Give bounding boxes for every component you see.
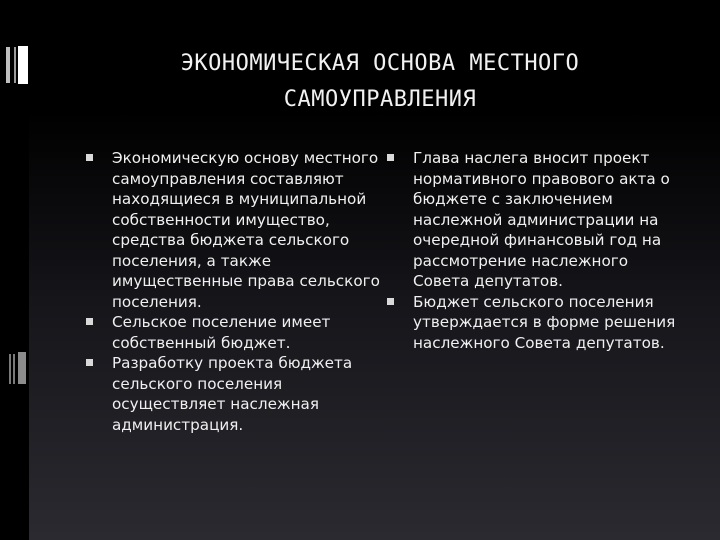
bullet-icon (387, 298, 394, 305)
bullet-icon (86, 318, 93, 325)
list-item (387, 148, 687, 292)
decor-bar (14, 47, 16, 83)
list-item (86, 312, 386, 353)
decor-bar (6, 47, 10, 83)
slide-title: ЭКОНОМИЧЕСКАЯ ОСНОВА МЕСТНОГО САМОУПРАВЛЕНИЯ (180, 51, 580, 112)
list-item (387, 292, 687, 354)
list-item (86, 148, 386, 312)
bullet-icon (86, 154, 93, 161)
bullet-icon (387, 154, 394, 161)
list-item-text: Глава наслега вносит проект нормативного правового акта о бюджете с заключением наслежной администрации на очередной финансовый год на рассмотрение наслежного Совета депутатов. (413, 149, 670, 290)
list-item-text: Разработку проекта бюджета сельского поселения осуществляет наслежная администрация. (112, 354, 353, 434)
decor-bar (13, 354, 15, 384)
list-item (86, 353, 386, 435)
bullet-icon (86, 359, 93, 366)
list-item-text: Экономическую основу местного самоуправления составляют находящиеся в муниципальной собственности имущество, средства бюджета сельского поселения, а также имущественные права сельского поселения. (112, 149, 380, 311)
right-column (387, 148, 687, 353)
decor-block (18, 46, 28, 84)
decor-block (18, 352, 26, 384)
list-item-text: Бюджет сельского поселения утверждается в форме решения наслежного Совета депутатов. (413, 292, 676, 352)
list-item-text: Сельское поселение имеет собственный бюджет. (112, 313, 331, 352)
decor-bar (9, 354, 11, 384)
left-column (86, 148, 386, 435)
